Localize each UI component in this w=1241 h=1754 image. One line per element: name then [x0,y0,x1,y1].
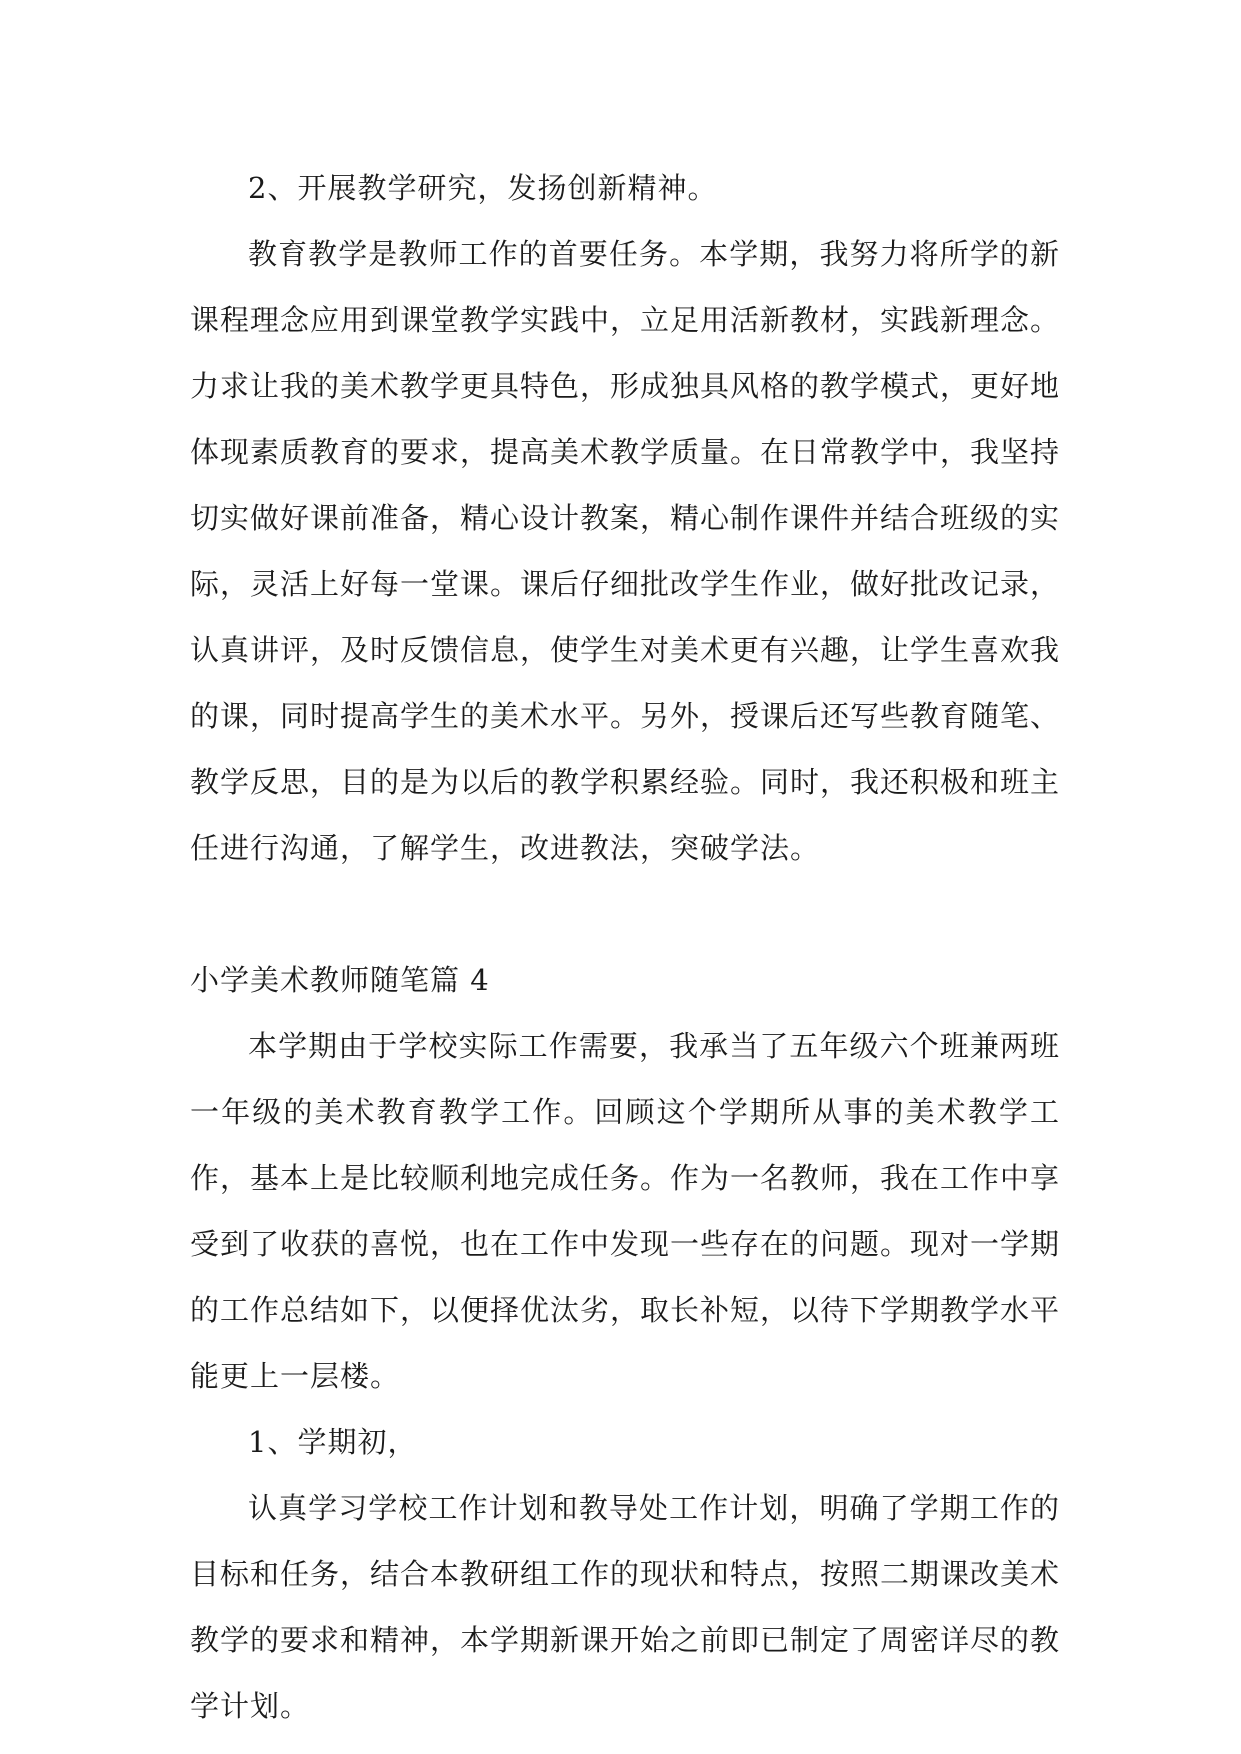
paragraph-semester-overview: 本学期由于学校实际工作需要，我承当了五年级六个班兼两班一年级的美术教育教学工作。回顾这个学期所从事的美术教学工作，基本上是比较顺利地完成任务。作为一名教师，我在工作中享受到了收获的喜悦，也在工作中发现一些存在的问题。现对一学期的工作总结如下，以便择优汰劣，取长补短，以待下学期教学水平能更上一层楼。 [190,1029,1061,1393]
section-title-essay-4: 小学美术教师随笔篇 4 [190,963,490,997]
paragraph-work-plan: 认真学习学校工作计划和教导处工作计划，明确了学期工作的目标和任务，结合本教研组工作的现状和特点，按照二期课改美术教学的要求和精神，本学期新课开始之前即已制定了周密详尽的教学计划。 [190,1491,1061,1723]
document-body [190,155,1060,1739]
paragraph-teaching-practice: 教育教学是教师工作的首要任务。本学期，我努力将所学的新课程理念应用到课堂教学实践中，立足用活新教材，实践新理念。力求让我的美术教学更具特色，形成独具风格的教学模式，更好地体现素质教育的要求，提高美术教学质量。在日常教学中，我坚持切实做好课前准备，精心设计教案，精心制作课件并结合班级的实际，灵活上好每一堂课。课后仔细批改学生作业，做好批改记录，认真讲评，及时反馈信息，使学生对美术更有兴趣，让学生喜欢我的课，同时提高学生的美术水平。另外，授课后还写些教育随笔、教学反思，目的是为以后的教学积累经验。同时，我还积极和班主任进行沟通，了解学生，改进教法，突破学法。 [190,237,1061,865]
item-heading-teaching-research: 2、开展教学研究，发扬创新精神。 [248,171,718,205]
item-heading-semester-start: 1、学期初， [248,1425,418,1459]
